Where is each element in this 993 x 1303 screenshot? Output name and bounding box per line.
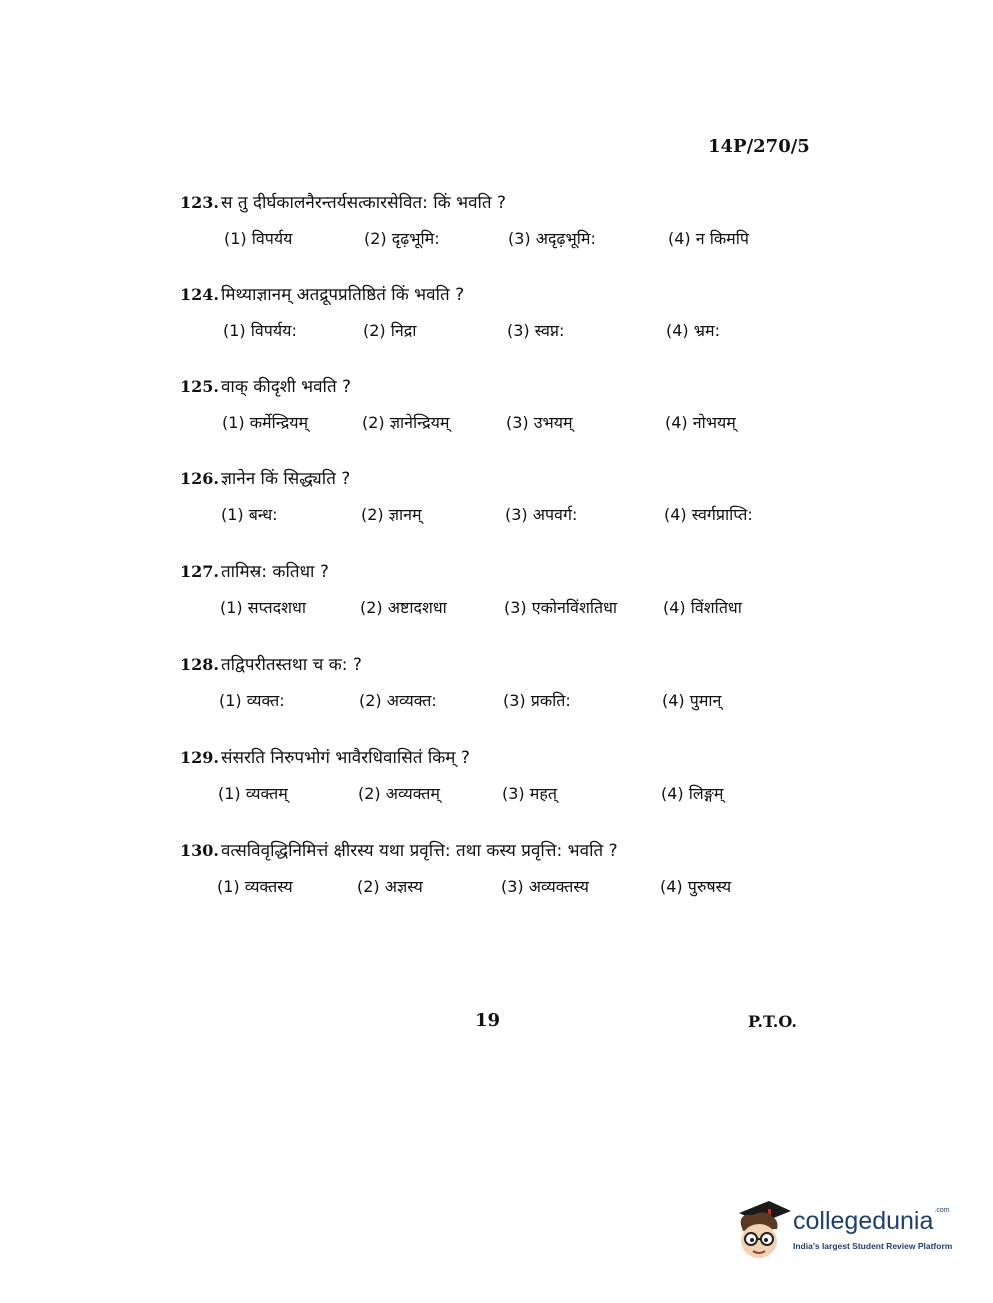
pto-label: P.T.O. xyxy=(748,1012,797,1031)
question-number: 129. xyxy=(180,748,219,767)
option-1: (1) विपर्यय: xyxy=(223,321,297,340)
brand-tagline: India's largest Student Review Platform xyxy=(793,1241,953,1251)
options xyxy=(180,227,800,253)
question-text: तामिस्र: कतिधा ? xyxy=(220,562,329,582)
question-text: वत्सविवृद्धिनिमित्तं क्षीरस्य यथा प्रवृत्ति: तथा कस्य प्रवृत्ति: भवति ? xyxy=(220,841,618,861)
option-1: (1) व्यक्तम् xyxy=(218,784,288,803)
question-124 xyxy=(180,282,800,345)
option-4: (4) स्वर्गप्राप्ति: xyxy=(664,505,753,524)
option-4: (4) नोभयम् xyxy=(665,413,736,432)
question-125 xyxy=(180,374,800,437)
option-3: (3) महत् xyxy=(502,784,557,803)
question-123 xyxy=(180,190,800,253)
options xyxy=(180,782,800,808)
option-3: (3) उभयम् xyxy=(506,413,573,432)
options xyxy=(180,411,800,437)
paper-code: 14P/270/5 xyxy=(708,136,810,157)
question-text: मिथ्याज्ञानम् अतद्रूपप्रतिष्ठितं किं भवति ? xyxy=(220,285,465,305)
question-text: तद्विपरीतस्तथा च क: ? xyxy=(220,655,362,675)
option-1: (1) कर्मेन्द्रियम् xyxy=(222,413,309,432)
question-text: वाक् कीदृशी भवति ? xyxy=(220,377,352,397)
question-128 xyxy=(180,652,800,715)
options xyxy=(180,596,800,622)
question-number: 130. xyxy=(180,841,219,860)
collegedunia-watermark xyxy=(735,1195,965,1265)
option-2: (2) ज्ञानम् xyxy=(361,505,422,524)
question-127 xyxy=(180,559,800,622)
option-4: (4) पुमान् xyxy=(662,691,722,710)
options xyxy=(180,689,800,715)
options xyxy=(180,875,830,901)
option-2: (2) ज्ञानेन्द्रियम् xyxy=(362,413,450,432)
page-number: 19 xyxy=(475,1010,501,1031)
option-1: (1) व्यक्तस्य xyxy=(217,877,293,896)
question-text: संसरति निरुपभोगं भावैरधिवासितं किम् ? xyxy=(220,748,470,768)
question-number: 125. xyxy=(180,377,219,396)
option-1: (1) व्यक्त: xyxy=(219,691,285,710)
options xyxy=(180,503,800,529)
option-3: (3) एकोनविंशतिधा xyxy=(504,598,618,617)
question-130 xyxy=(180,838,830,901)
option-3: (3) अव्यक्तस्य xyxy=(501,877,589,896)
student-mascot-icon xyxy=(735,1195,793,1265)
option-1: (1) बन्ध: xyxy=(221,505,278,524)
brand-name: collegedunia$^{.com}$ xyxy=(793,1207,950,1235)
question-number: 127. xyxy=(180,562,219,581)
option-3: (3) प्रकति: xyxy=(503,691,571,710)
option-2: (2) अव्यक्त: xyxy=(359,691,437,710)
option-4: (4) पुरुषस्य xyxy=(660,877,732,896)
question-number: 123. xyxy=(180,193,219,212)
question-number: 126. xyxy=(180,469,219,488)
option-1: (1) सप्तदशधा xyxy=(220,598,306,617)
question-number: 128. xyxy=(180,655,219,674)
question-number: 124. xyxy=(180,285,219,304)
option-3: (3) अदृढ़भूमि: xyxy=(508,229,596,248)
question-text: ज्ञानेन किं सिद्ध्यति ? xyxy=(220,469,351,489)
option-3: (3) स्वप्न: xyxy=(507,321,565,340)
option-2: (2) निद्रा xyxy=(363,321,417,340)
options xyxy=(180,319,800,345)
option-1: (1) विपर्यय xyxy=(224,229,293,248)
option-4: (4) विंशतिधा xyxy=(663,598,742,617)
option-4: (4) भ्रम: xyxy=(666,321,720,340)
question-126 xyxy=(180,466,800,529)
option-2: (2) अव्यक्तम् xyxy=(358,784,440,803)
option-2: (2) अष्टादशधा xyxy=(360,598,447,617)
option-3: (3) अपवर्ग: xyxy=(505,505,578,524)
question-text: स तु दीर्घकालनैरन्तर्यसत्कारसेवित: किं भवति ? xyxy=(220,193,507,213)
question-129 xyxy=(180,745,800,808)
brand-suffix: .com xyxy=(934,1207,950,1214)
option-4: (4) न किमपि xyxy=(668,229,749,248)
option-4: (4) लिङ्गम् xyxy=(661,784,724,803)
option-2: (2) अज्ञस्य xyxy=(357,877,423,896)
option-2: (2) दृढ़भूमि: xyxy=(364,229,440,248)
